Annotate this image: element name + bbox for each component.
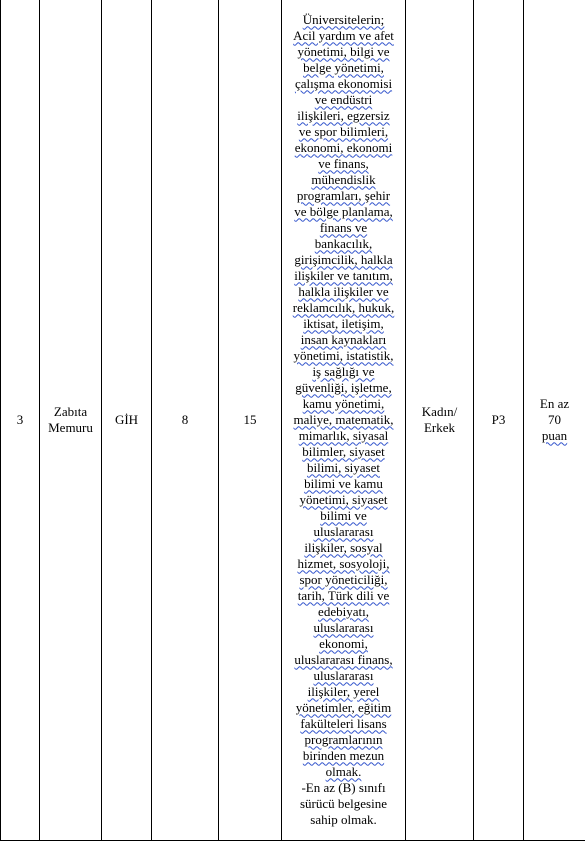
requirement-line: hizmet, sosyoloji, [297, 555, 390, 571]
requirement-line: reklamcılık, hukuk, [292, 299, 395, 315]
requirement-line: Üniversitelerin; [302, 11, 385, 27]
requirement-line: ve bölge planlama, [294, 203, 393, 219]
requirement-line: sürücü belgesine [299, 795, 387, 811]
requirement-line: ekonomi, [319, 635, 368, 651]
requirement-line: ve spor bilimleri, [298, 123, 389, 139]
requirement-line: iş sağlığı ve [312, 363, 375, 379]
requirement-line: mühendislik [311, 171, 376, 187]
requirement-line: kamu yönetimi, [302, 395, 385, 411]
requirement-line: uluslararası finans, [294, 651, 393, 667]
sira-no-cell [1, 0, 40, 841]
requirement-line: ilişkiler ve tanıtım, [294, 267, 393, 283]
cinsiyet-line: Erkek [423, 419, 456, 435]
requirement-line: bilimi, siyaset [307, 459, 380, 475]
requirement-line: programları, şehir [296, 187, 391, 203]
requirement-line: Acil yardım ve afet [293, 27, 394, 43]
requirement-line: uluslararası [313, 523, 374, 539]
requirement-line: uluslararası [313, 667, 374, 683]
sinif-cell [102, 0, 152, 841]
requirement-line: girişimcilik, halkla [294, 251, 393, 267]
requirement-line: mimarlık, siyasal [298, 427, 389, 443]
sira-no: 3 [16, 411, 24, 427]
requirement-line: insan kaynakları [300, 331, 387, 347]
taban-puan-line: En az [539, 395, 570, 411]
requirement-line: uluslararası [313, 619, 374, 635]
requirement-line: bilimi ve [320, 507, 367, 523]
requirement-line: iktisat, iletişim, [303, 315, 384, 331]
requirement-line: yönetimi, istatistik, [293, 347, 394, 363]
puan-turu: P3 [491, 411, 506, 427]
unvan-line: Zabıta [53, 403, 88, 419]
license-requirements [282, 780, 405, 828]
cinsiyet-cell [406, 0, 474, 841]
requirement-line: olmak. [325, 763, 362, 779]
requirement-line: ilişkileri, egzersiz [297, 107, 390, 123]
derece: 8 [181, 411, 189, 427]
unvan-cell [40, 0, 102, 841]
requirements-cell [282, 0, 406, 841]
adet: 15 [243, 411, 257, 427]
taban-puan-line: 70 [548, 411, 561, 427]
requirement-line: finans ve [319, 219, 368, 235]
requirement-line: birinden mezun [302, 747, 385, 763]
requirement-line: maliye, matematik, [293, 411, 394, 427]
education-requirements [282, 12, 405, 780]
requirement-line: bilimler, siyaset [302, 443, 385, 459]
requirement-line: belge yönetimi, [303, 59, 384, 75]
requirement-line: edebiyatı, [318, 603, 369, 619]
adet-cell [219, 0, 282, 841]
unvan-line: Memuru [48, 419, 93, 435]
derece-cell [152, 0, 219, 841]
requirement-line: tarih, Türk dili ve [297, 587, 390, 603]
requirement-line: fakülteleri lisans [300, 715, 387, 731]
requirement-line: spor yöneticiliği, [299, 571, 388, 587]
requirement-line: ilişkiler, yerel [307, 683, 380, 699]
puan-turu-cell [474, 0, 524, 841]
requirement-line: programlarının [304, 731, 383, 747]
requirement-line: halkla ilişkiler ve [298, 283, 389, 299]
requirement-line: ve endüstri [314, 91, 373, 107]
requirement-line: çalışma ekonomisi [294, 75, 393, 91]
requirement-line: yönetimler, eğitim [295, 699, 392, 715]
requirement-line: sahip olmak. [310, 811, 377, 827]
taban-puan-line: puan [541, 427, 568, 443]
requirement-line: ilişkiler, sosyal [304, 539, 383, 555]
cinsiyet-line: Kadın/ [421, 403, 458, 419]
requirement-line: bankacılık, [314, 235, 373, 251]
requirement-line: ve finans, [318, 155, 369, 171]
requirement-line: yönetimi, siyaset [299, 491, 388, 507]
taban-puan-cell [524, 0, 585, 841]
sinif: GİH [114, 411, 139, 427]
requirement-line: ekonomi, ekonomi [294, 139, 393, 155]
requirement-line: güvenliği, işletme, [295, 379, 392, 395]
table-row [1, 0, 585, 841]
requirement-line: bilimi ve kamu [304, 475, 383, 491]
requirement-line: -En az (B) sınıfı [301, 779, 386, 795]
requirement-line: yönetimi, bilgi ve [297, 43, 390, 59]
